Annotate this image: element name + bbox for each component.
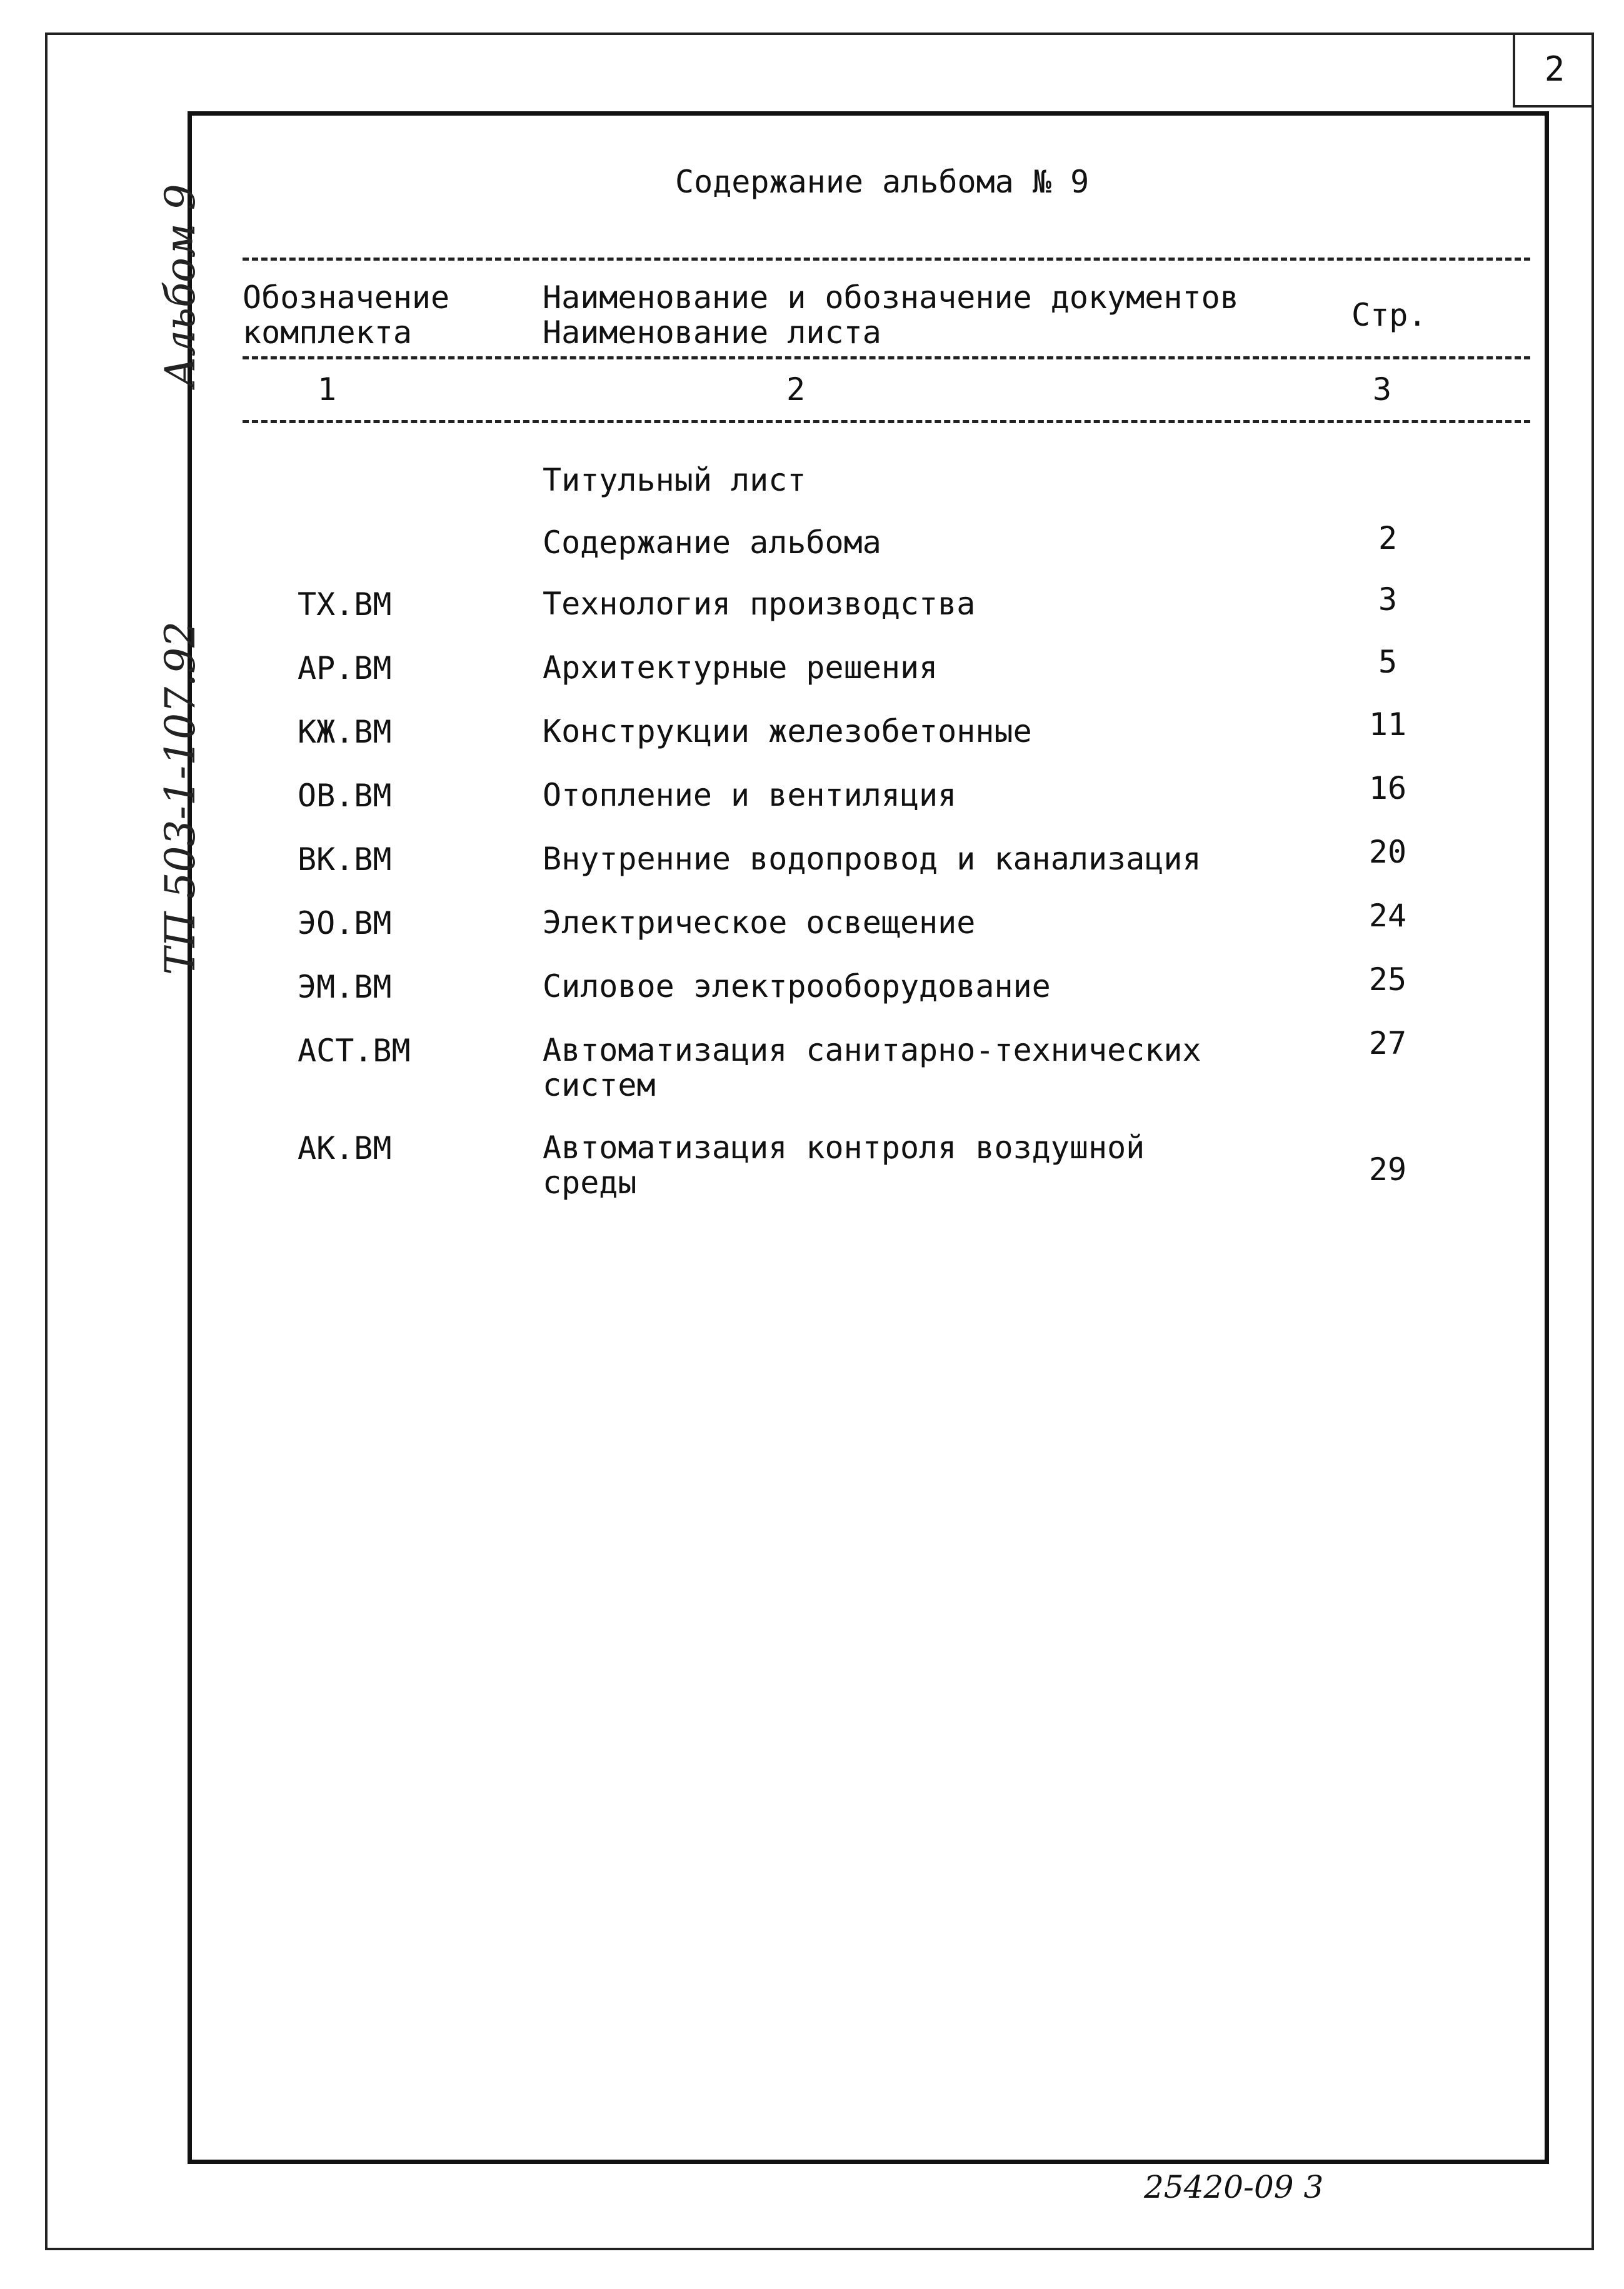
- row-name: [543, 714, 1032, 749]
- row-name-line: Конструкции железобетонные: [543, 713, 1032, 749]
- row-name-line: Титульный лист: [543, 462, 806, 498]
- row-page: 24: [1368, 898, 1407, 934]
- header-designation: [243, 280, 449, 350]
- side-label-album: Альбом 9: [156, 184, 204, 388]
- column-number-rule: [243, 420, 1530, 423]
- row-name: [543, 1130, 1145, 1200]
- header-name-line2: Наименование листа: [543, 314, 881, 351]
- row-code: ВК.ВМ: [298, 841, 392, 878]
- row-page: 2: [1378, 520, 1398, 556]
- row-name: [543, 525, 881, 560]
- table-row: [0, 463, 1624, 525]
- row-code: ЭМ.ВМ: [298, 969, 392, 1005]
- row-name-line: Отопление и вентиляция: [543, 777, 957, 813]
- column-number-3: 3: [1373, 371, 1392, 408]
- row-name: [543, 841, 1201, 876]
- row-page: 3: [1378, 581, 1398, 618]
- row-name-line: Автоматизация санитарно-технических: [543, 1032, 1201, 1068]
- side-label-project: ТП 503-1-107.92: [156, 621, 204, 975]
- page-title: Содержание альбома № 9: [675, 164, 1090, 200]
- row-name-line: Архитектурные решения: [543, 649, 938, 686]
- row-name-line: Внутренние водопровод и канализация: [543, 841, 1201, 877]
- row-page: 16: [1368, 770, 1407, 806]
- header-name: [543, 280, 1239, 350]
- row-code: АСТ.ВМ: [298, 1033, 411, 1069]
- row-name: [543, 905, 975, 940]
- table-row: [0, 1129, 1624, 1201]
- column-number-2: 2: [786, 371, 806, 408]
- row-page: 11: [1368, 706, 1407, 743]
- row-name: [543, 1033, 1201, 1103]
- table-top-rule: [243, 258, 1530, 261]
- table-row: [0, 834, 1624, 904]
- table-row: [0, 961, 1624, 1031]
- table-row: [0, 898, 1624, 968]
- row-name: [543, 463, 806, 498]
- table-row: [0, 644, 1624, 713]
- table-row: [0, 581, 1624, 649]
- row-code: АК.ВМ: [298, 1130, 392, 1166]
- header-designation-line1: Обозначение: [243, 279, 450, 316]
- row-code: ОВ.ВМ: [298, 778, 392, 814]
- row-name: [543, 969, 1051, 1004]
- header-designation-line2: комплекта: [243, 314, 412, 351]
- row-code: ЭО.ВМ: [298, 905, 392, 941]
- row-page: 29: [1368, 1151, 1407, 1188]
- row-code: КЖ.ВМ: [298, 714, 392, 750]
- header-rule: [243, 356, 1530, 359]
- table-row: [0, 770, 1624, 840]
- row-page: 5: [1378, 644, 1398, 680]
- row-name-line: Технология производства: [543, 586, 976, 622]
- row-name-line: Автоматизация контроля воздушной: [543, 1129, 1145, 1166]
- row-code: АР.ВМ: [298, 650, 392, 686]
- row-name-line: Силовое электрооборудование: [543, 968, 1051, 1004]
- sheet-number: 2: [1513, 33, 1594, 108]
- column-number-1: 1: [318, 371, 337, 408]
- row-page: 25: [1368, 961, 1407, 998]
- row-code: ТХ.ВМ: [298, 586, 392, 623]
- table-row: [0, 520, 1624, 588]
- row-page: 27: [1368, 1025, 1407, 1061]
- header-page: Стр.: [1351, 297, 1427, 333]
- table-row: [0, 1025, 1624, 1103]
- row-name-line: Содержание альбома: [543, 524, 881, 561]
- row-name: [543, 650, 938, 685]
- row-name: [543, 586, 975, 621]
- row-name: [543, 778, 956, 813]
- row-page: 20: [1368, 834, 1407, 870]
- row-name-line: среды: [543, 1165, 637, 1201]
- row-name-line: систем: [543, 1067, 656, 1103]
- row-name-line: Электрическое освещение: [543, 904, 976, 941]
- footer-stamp: 25420-09 3: [1144, 2169, 1324, 2205]
- table-row: [0, 706, 1624, 776]
- header-name-line1: Наименование и обозначение документов: [543, 279, 1239, 316]
